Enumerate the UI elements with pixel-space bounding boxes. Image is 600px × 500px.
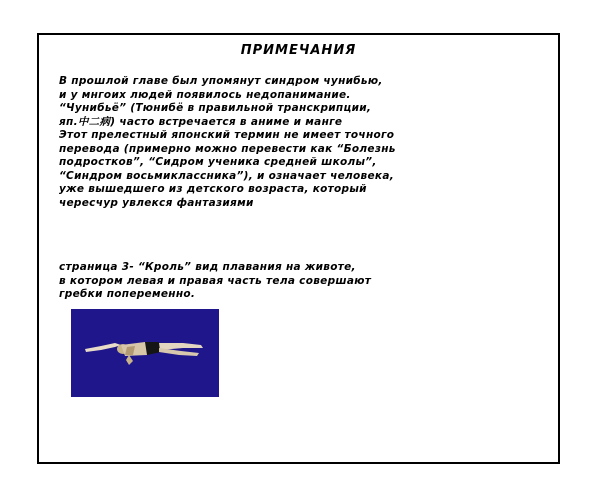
note-line: Этот прелестный японский термин не имеет точного <box>59 129 395 141</box>
swimmer-crawl-image <box>71 309 219 397</box>
notes-panel <box>37 33 560 464</box>
note-line: уже вышедшего из детского возраста, который <box>59 183 367 195</box>
note-line: в котором левая и правая часть тела совершают <box>59 274 372 287</box>
note-paragraph-chuunibyou <box>59 75 539 210</box>
note-line: “Чунибьё” (Тюнибё в правильной транскрипции, <box>59 102 372 114</box>
note-line: перевода (примерно можно перевести как “Болезнь <box>59 142 396 155</box>
notes-title: ПРИМЕЧАНИЯ <box>240 43 357 58</box>
note-line: подростков”, “Сидром ученика средней школы”, <box>59 156 377 168</box>
note-line: страница 3- “Кроль” вид плавания на животе, <box>59 261 356 273</box>
note-line: яп.中二病) часто встречается в аниме и манге <box>59 115 343 128</box>
note-line: В прошлой главе был упомянут синдром чунибью, <box>59 75 383 87</box>
note-line: “Синдром восьмиклассника”), и означает человека, <box>59 169 394 182</box>
note-line: и у мнгоих людей появилось недопанимание. <box>59 88 351 101</box>
note-line: чересчур увлекся фантазиями <box>59 196 254 209</box>
note-line: гребки попеременно. <box>59 288 196 300</box>
note-paragraph-crawl <box>59 261 539 302</box>
